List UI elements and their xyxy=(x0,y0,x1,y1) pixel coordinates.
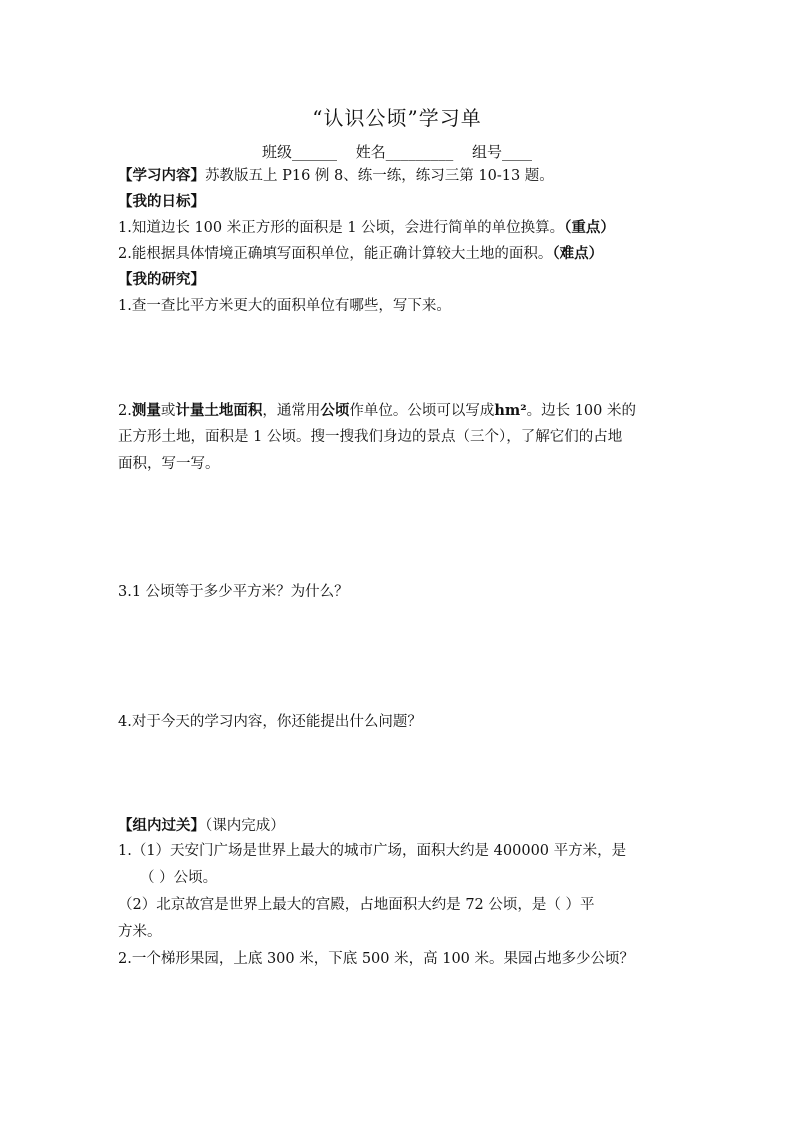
learning-content-label: 【学习内容】 xyxy=(118,167,205,184)
goals-heading: 【我的日标】 xyxy=(118,193,205,210)
research-question-4: 4.对于今天的学习内容，你还能提出什么问题？ xyxy=(118,714,422,730)
problem-1-part-2-line-1: （2）北京故宫是世界上最大的宫殿，占地面积大约是 72 公顷，是（ ）平 xyxy=(118,897,595,913)
group-field-label: 组号____ xyxy=(472,143,533,161)
problem-1-part-1-line-2: （ ）公顷。 xyxy=(140,870,218,886)
goal-item-2-text: 2.能根据具体情境正确填写面积单位，能正确计算较大土地的面积。 xyxy=(118,246,553,262)
goal-item-2 xyxy=(118,244,678,264)
goal-item-1 xyxy=(118,218,678,238)
group-check-heading-line xyxy=(118,816,678,836)
group-check-problem-1 xyxy=(118,838,678,973)
research-question-2-line-1: 2.测量或计量土地面积，通常用公顷作单位。公顷可以写成hm²。边长 100 米的 xyxy=(118,402,636,419)
problem-2-line: 2.一个梯形果园，上底 300 米，下底 500 米，高 100 米。果园占地多少公顷？ xyxy=(118,951,635,967)
goal-item-1-tag: （重点） xyxy=(564,219,615,236)
research-heading: 【我的研究】 xyxy=(118,271,205,288)
research-question-2-line-2: 正方形土地，面积是 1 公顷。搜一搜我们身边的景点（三个），了解它们的占地 xyxy=(118,429,623,445)
learning-content-line xyxy=(118,166,678,186)
name-field-label: 姓名_________ xyxy=(355,143,454,161)
class-field-label: 班级______ xyxy=(261,143,337,161)
group-check-note: （课内完成） xyxy=(205,818,285,834)
research-question-1: 1.查一查比平方米更大的面积单位有哪些，写下来。 xyxy=(118,298,451,314)
problem-1-part-1-line-1: 1.（1）天安门广场是世界上最大的城市广场，面积大约是 400000 平方米，是 xyxy=(118,843,627,859)
goal-item-1-text: 1.知道边长 100 米正方形的面积是 1 公顷，会进行简单的单位换算。 xyxy=(118,220,565,236)
group-check-heading: 【组内过关】 xyxy=(118,817,205,834)
problem-1-part-2-line-2: 方米。 xyxy=(118,924,162,940)
research-question-2-line-3: 面积，写一写。 xyxy=(118,456,220,472)
student-info-line xyxy=(0,141,794,163)
research-question-2 xyxy=(118,397,678,478)
page-title: “认识公顷”学习单 xyxy=(312,106,482,130)
research-question-3: 3.1 公顷等于多少平方米？为什么？ xyxy=(118,584,349,600)
learning-content-text: 苏教版五上 P16 例 8、练一练，练习三第 10-13 题。 xyxy=(205,168,554,184)
goal-item-2-tag: （难点） xyxy=(552,245,604,262)
